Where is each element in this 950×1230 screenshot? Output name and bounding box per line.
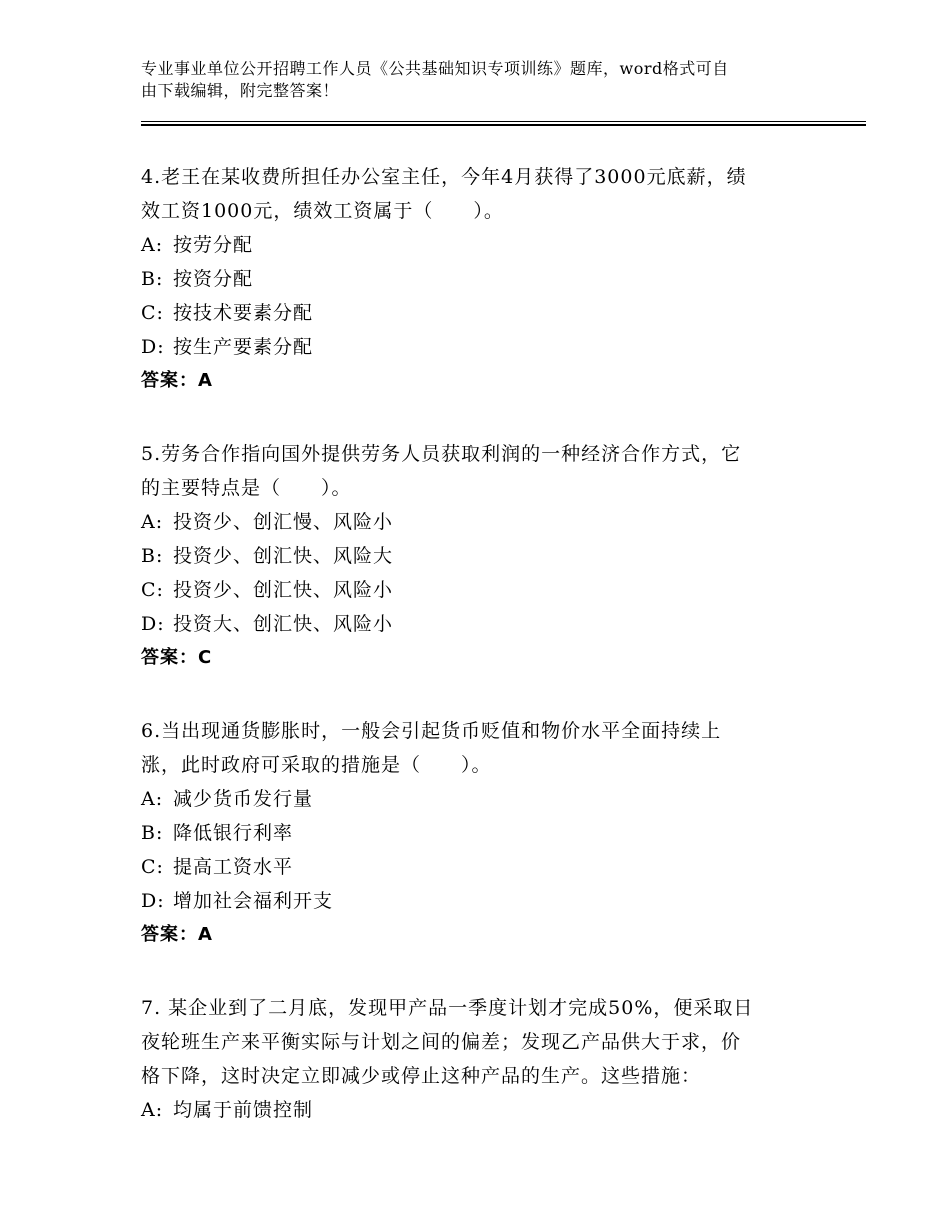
question-item <box>141 437 811 675</box>
option-d <box>141 330 811 364</box>
option-letter: C: <box>141 579 164 601</box>
option-letter: A: <box>141 1099 164 1121</box>
option-letter: D: <box>141 613 165 635</box>
option-text: 按资分配 <box>173 268 254 290</box>
option-a <box>141 505 811 539</box>
option-letter: A: <box>141 234 164 256</box>
option-c <box>141 296 811 330</box>
question-stem-line: 5.劳务合作指向国外提供劳务人员获取利润的一种经济合作方式，它 <box>141 443 742 465</box>
option-d <box>141 884 811 918</box>
option-text: 按生产要素分配 <box>173 336 314 358</box>
option-b <box>141 816 811 850</box>
answer-label: 答案：A <box>141 370 213 391</box>
option-a <box>141 228 811 262</box>
option-text: 降低银行利率 <box>173 822 294 844</box>
question-stem-line: 涨，此时政府可采取的措施是（ ）。 <box>141 754 492 776</box>
question-item <box>141 160 811 398</box>
option-text: 均属于前馈控制 <box>173 1099 314 1121</box>
question-stem-line: 夜轮班生产来平衡实际与计划之间的偏差；发现乙产品供大于求，价 <box>141 1031 742 1053</box>
option-letter: C: <box>141 856 164 878</box>
option-text: 提高工资水平 <box>173 856 294 878</box>
option-letter: A: <box>141 511 164 533</box>
option-c <box>141 573 811 607</box>
option-text: 投资大、创汇快、风险小 <box>173 613 394 635</box>
option-letter: D: <box>141 890 165 912</box>
option-c <box>141 850 811 884</box>
header-divider-thick <box>141 124 866 126</box>
option-text: 增加社会福利开支 <box>173 890 334 912</box>
header-divider-thin <box>141 121 866 122</box>
option-letter: D: <box>141 336 165 358</box>
header-title-line-2: 由下载编辑，附完整答案！ <box>141 81 340 100</box>
option-letter: B: <box>141 822 164 844</box>
question-list <box>141 160 811 1166</box>
option-b <box>141 539 811 573</box>
option-text: 投资少、创汇快、风险小 <box>173 579 394 601</box>
question-stem-line: 的主要特点是（ ）。 <box>141 477 352 499</box>
question-stem-line: 效工资1000元，绩效工资属于（ ）。 <box>141 200 504 222</box>
option-letter: A: <box>141 788 164 810</box>
question-item <box>141 714 811 952</box>
option-d <box>141 607 811 641</box>
option-text: 减少货币发行量 <box>173 788 314 810</box>
option-text: 按劳分配 <box>173 234 254 256</box>
answer-label: 答案：A <box>141 924 213 945</box>
option-letter: B: <box>141 268 164 290</box>
document-header <box>141 58 801 102</box>
question-stem-line: 7. 某企业到了二月底，发现甲产品一季度计划才完成50%，便采取日 <box>141 997 754 1019</box>
header-title-line-1: 专业事业单位公开招聘工作人员《公共基础知识专项训练》题库，word格式可自 <box>141 59 729 78</box>
option-text: 投资少、创汇快、风险大 <box>173 545 394 567</box>
option-text: 投资少、创汇慢、风险小 <box>173 511 394 533</box>
question-item <box>141 991 811 1127</box>
option-a <box>141 782 811 816</box>
question-stem-line: 6.当出现通货膨胀时，一般会引起货币贬值和物价水平全面持续上 <box>141 720 722 742</box>
answer-label: 答案：C <box>141 647 213 668</box>
option-letter: C: <box>141 302 164 324</box>
question-stem-line: 格下降，这时决定立即减少或停止这种产品的生产。这些措施： <box>141 1065 702 1087</box>
question-stem-line: 4.老王在某收费所担任办公室主任，今年4月获得了3000元底薪，绩 <box>141 166 747 188</box>
option-a <box>141 1093 811 1127</box>
option-b <box>141 262 811 296</box>
option-letter: B: <box>141 545 164 567</box>
option-text: 按技术要素分配 <box>173 302 314 324</box>
